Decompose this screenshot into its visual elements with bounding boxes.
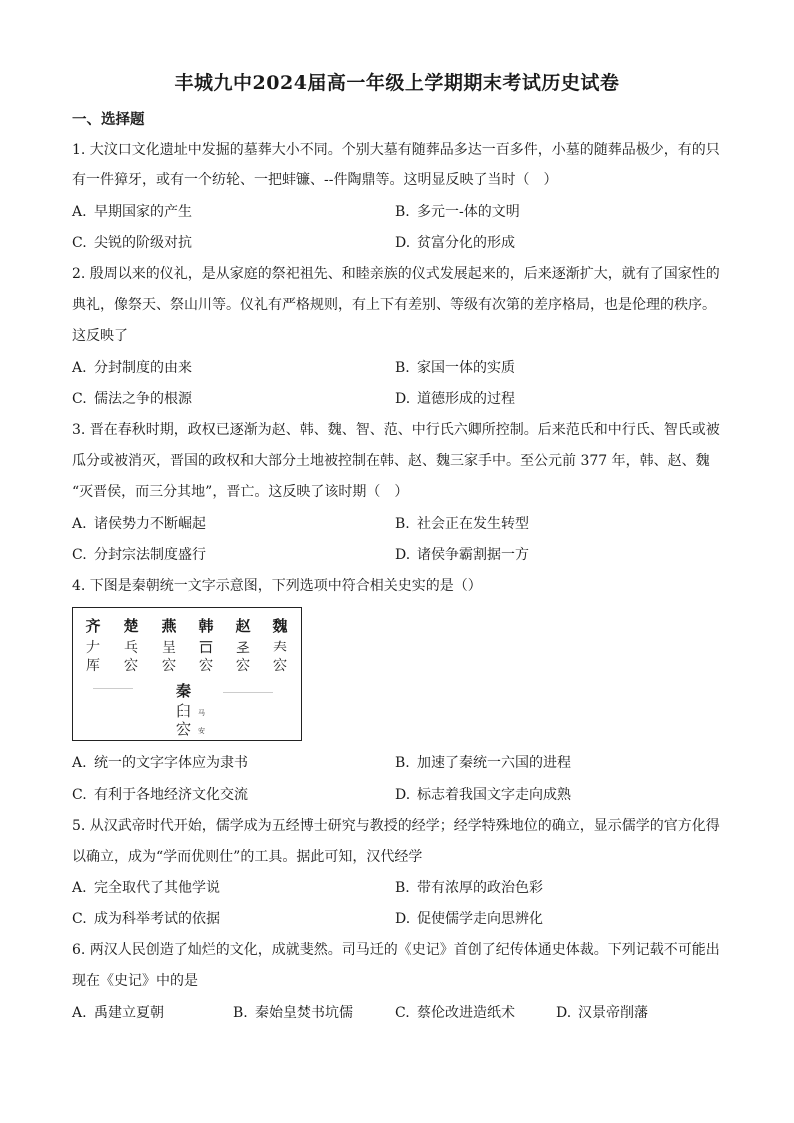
- state-name: 齐: [85, 617, 101, 635]
- q2-option-b[interactable]: [395, 358, 515, 378]
- q2-line-1: 2. 殷周以来的仪礼，是从家庭的祭祀祖先、和睦亲族的仪式发展起来的，后来逐渐扩大，就有了国家性的: [72, 266, 720, 282]
- q6-line-1: 6. 两汉人民创造了灿烂的文化，成就斐然。司马迁的《史记》首创了纪传体通史体裁。下列记载不可能出: [72, 942, 720, 958]
- q2-option-c[interactable]: [72, 389, 192, 409]
- option-text: 汉景帝削藩: [578, 1005, 648, 1021]
- q3-line-3: “灭晋侯，而三分其地”，晋亡。这反映了该时期（ ）: [72, 484, 409, 500]
- option-label: C.: [72, 547, 87, 563]
- figure-note: 安: [198, 727, 205, 735]
- ancient-glyph: 㝐: [124, 658, 138, 674]
- option-text: 带有浓厚的政治色彩: [417, 880, 543, 896]
- option-text: 加速了秦统一六国的进程: [417, 755, 571, 771]
- q3-option-b[interactable]: [395, 514, 529, 534]
- q5-line-2: 以确立，成为“学而优则仕”的工具。据此可知，汉代经学: [72, 849, 423, 865]
- option-text: 儒法之争的根源: [94, 391, 192, 407]
- option-label: A.: [72, 204, 87, 220]
- q2-line-3: 这反映了: [72, 328, 128, 344]
- state-names-row: [73, 614, 301, 638]
- q6-line-2: 现在《史记》中的是: [72, 973, 198, 989]
- option-text: 诸侯争霸割据一方: [417, 547, 529, 563]
- q5-option-c[interactable]: [72, 909, 220, 929]
- ancient-glyph: 㝐: [273, 658, 287, 674]
- q1-option-c[interactable]: [72, 233, 192, 253]
- option-text: 分封宗法制度盛行: [94, 547, 206, 563]
- q4-option-a[interactable]: [72, 753, 248, 773]
- ancient-glyph: 乓: [124, 640, 138, 656]
- option-text: 促使儒学走向思辨化: [417, 911, 543, 927]
- option-label: B.: [395, 360, 410, 376]
- state-name: 燕: [161, 617, 177, 635]
- q5-option-b[interactable]: [395, 878, 543, 898]
- ancient-glyph: 𠂇: [86, 640, 100, 656]
- state-name: 楚: [123, 617, 139, 635]
- q4-option-b[interactable]: [395, 753, 571, 773]
- q6-option-a[interactable]: [72, 1003, 164, 1023]
- q4-option-c[interactable]: [72, 785, 248, 805]
- option-label: B.: [395, 204, 410, 220]
- option-label: C.: [72, 391, 87, 407]
- q2-line-2: 典礼，像祭天、祭山川等。仪礼有严格规则，有上下有差别、等级有次第的差序格局，也是伦理的秩序。: [72, 297, 716, 313]
- option-text: 统一的文字字体应为隶书: [94, 755, 248, 771]
- option-label: C.: [72, 911, 87, 927]
- option-text: 有利于各地经济文化交流: [94, 787, 248, 803]
- state-glyphs-row-2: [73, 654, 301, 678]
- qin-glyph-2: 㝐: [176, 720, 192, 738]
- q5-line-1: 5. 从汉武帝时代开始，儒学成为五经博士研究与教授的经学；经学特殊地位的确立，显示儒学的官方化得: [72, 818, 720, 834]
- option-text: 多元一-体的文明: [417, 204, 520, 220]
- option-text: 社会正在发生转型: [417, 516, 529, 532]
- q3-option-c[interactable]: [72, 545, 206, 565]
- q6-option-c[interactable]: [395, 1003, 515, 1023]
- ancient-glyph: 𢀖: [236, 640, 250, 656]
- option-label: D.: [395, 911, 411, 927]
- section-heading: 一、选择题: [72, 111, 145, 128]
- q1-option-b[interactable]: [395, 202, 520, 222]
- option-label: D.: [556, 1005, 572, 1021]
- option-label: D.: [395, 547, 411, 563]
- q6-option-b[interactable]: [233, 1003, 353, 1023]
- page-title: 丰城九中2024届高一年级上学期期末考试历史试卷: [174, 72, 620, 94]
- option-label: C.: [395, 1005, 410, 1021]
- option-text: 诸侯势力不断崛起: [94, 516, 206, 532]
- figure-note: 马: [198, 709, 205, 717]
- q2-option-a[interactable]: [72, 358, 192, 378]
- q3-option-a[interactable]: [72, 514, 206, 534]
- option-text: 尖锐的阶级对抗: [94, 235, 192, 251]
- q5-option-d[interactable]: [395, 909, 543, 929]
- option-label: D.: [395, 235, 411, 251]
- option-label: A.: [72, 755, 87, 771]
- ancient-glyph: 㝐: [162, 658, 176, 674]
- q1-option-a[interactable]: [72, 202, 192, 222]
- q2-option-d[interactable]: [395, 389, 515, 409]
- option-label: C.: [72, 235, 87, 251]
- q6-option-d[interactable]: [556, 1003, 648, 1023]
- q1-option-d[interactable]: [395, 233, 515, 253]
- option-text: 贫富分化的形成: [417, 235, 515, 251]
- scan-noise: [93, 688, 133, 689]
- option-text: 标志着我国文字走向成熟: [417, 787, 571, 803]
- option-text: 禹建立夏朝: [94, 1005, 164, 1021]
- option-text: 早期国家的产生: [94, 204, 192, 220]
- option-label: D.: [395, 391, 411, 407]
- qin-name: 秦: [176, 682, 192, 700]
- option-text: 道德形成的过程: [417, 391, 515, 407]
- qin-glyph: 𦥑: [176, 702, 192, 720]
- q3-line-2: 瓜分或被消灭，晋国的政权和大部分土地被控制在韩、赵、魏三家手中。至公元前 377 年，韩、赵、魏: [72, 453, 710, 469]
- option-label: A.: [72, 880, 87, 896]
- q4-option-d[interactable]: [395, 785, 571, 805]
- qin-script-unification-figure: [72, 607, 302, 741]
- option-label: B.: [395, 516, 410, 532]
- q1-line-1: 1. 大汶口文化遗址中发掘的墓葬大小不同。个别大墓有随葬品多达一百多件，小墓的随葬品极少，有的只: [72, 142, 720, 158]
- option-label: A.: [72, 1005, 87, 1021]
- q3-option-d[interactable]: [395, 545, 529, 565]
- option-label: A.: [72, 360, 87, 376]
- option-label: A.: [72, 516, 87, 532]
- option-label: C.: [72, 787, 87, 803]
- option-text: 分封制度的由来: [94, 360, 192, 376]
- q5-option-a[interactable]: [72, 878, 220, 898]
- option-label: B.: [395, 755, 410, 771]
- ancient-glyph: 呈: [162, 640, 176, 656]
- q3-line-1: 3. 晋在春秋时期，政权已逐渐为赵、韩、魏、智、范、中行氏六卿所控制。后来范氏和中行氏、智氏或被: [72, 422, 720, 438]
- q4-line-1: 4. 下图是秦朝统一文字示意图，下列选项中符合相关史实的是（）: [72, 578, 482, 594]
- scan-noise: [223, 692, 273, 693]
- state-name: 韩: [198, 617, 214, 635]
- option-text: 秦始皇焚书坑儒: [255, 1005, 353, 1021]
- option-label: B.: [395, 880, 410, 896]
- ancient-glyph: 𡗗: [273, 640, 287, 656]
- option-text: 蔡伦改进造纸术: [417, 1005, 515, 1021]
- ancient-glyph: 𠮛: [199, 640, 213, 656]
- ancient-glyph: 㝐: [236, 658, 250, 674]
- option-text: 家国一体的实质: [417, 360, 515, 376]
- ancient-glyph: 㝐: [199, 658, 213, 674]
- option-label: B.: [233, 1005, 248, 1021]
- state-name: 赵: [235, 617, 251, 635]
- ancient-glyph: 厍: [86, 658, 100, 674]
- option-label: D.: [395, 787, 411, 803]
- option-text: 成为科举考试的依据: [94, 911, 220, 927]
- state-name: 魏: [272, 617, 288, 635]
- q1-line-2: 有一件獐牙，或有一个纺轮、一把蚌镰、--件陶鼎等。这明显反映了当时（ ）: [72, 172, 558, 188]
- option-text: 完全取代了其他学说: [94, 880, 220, 896]
